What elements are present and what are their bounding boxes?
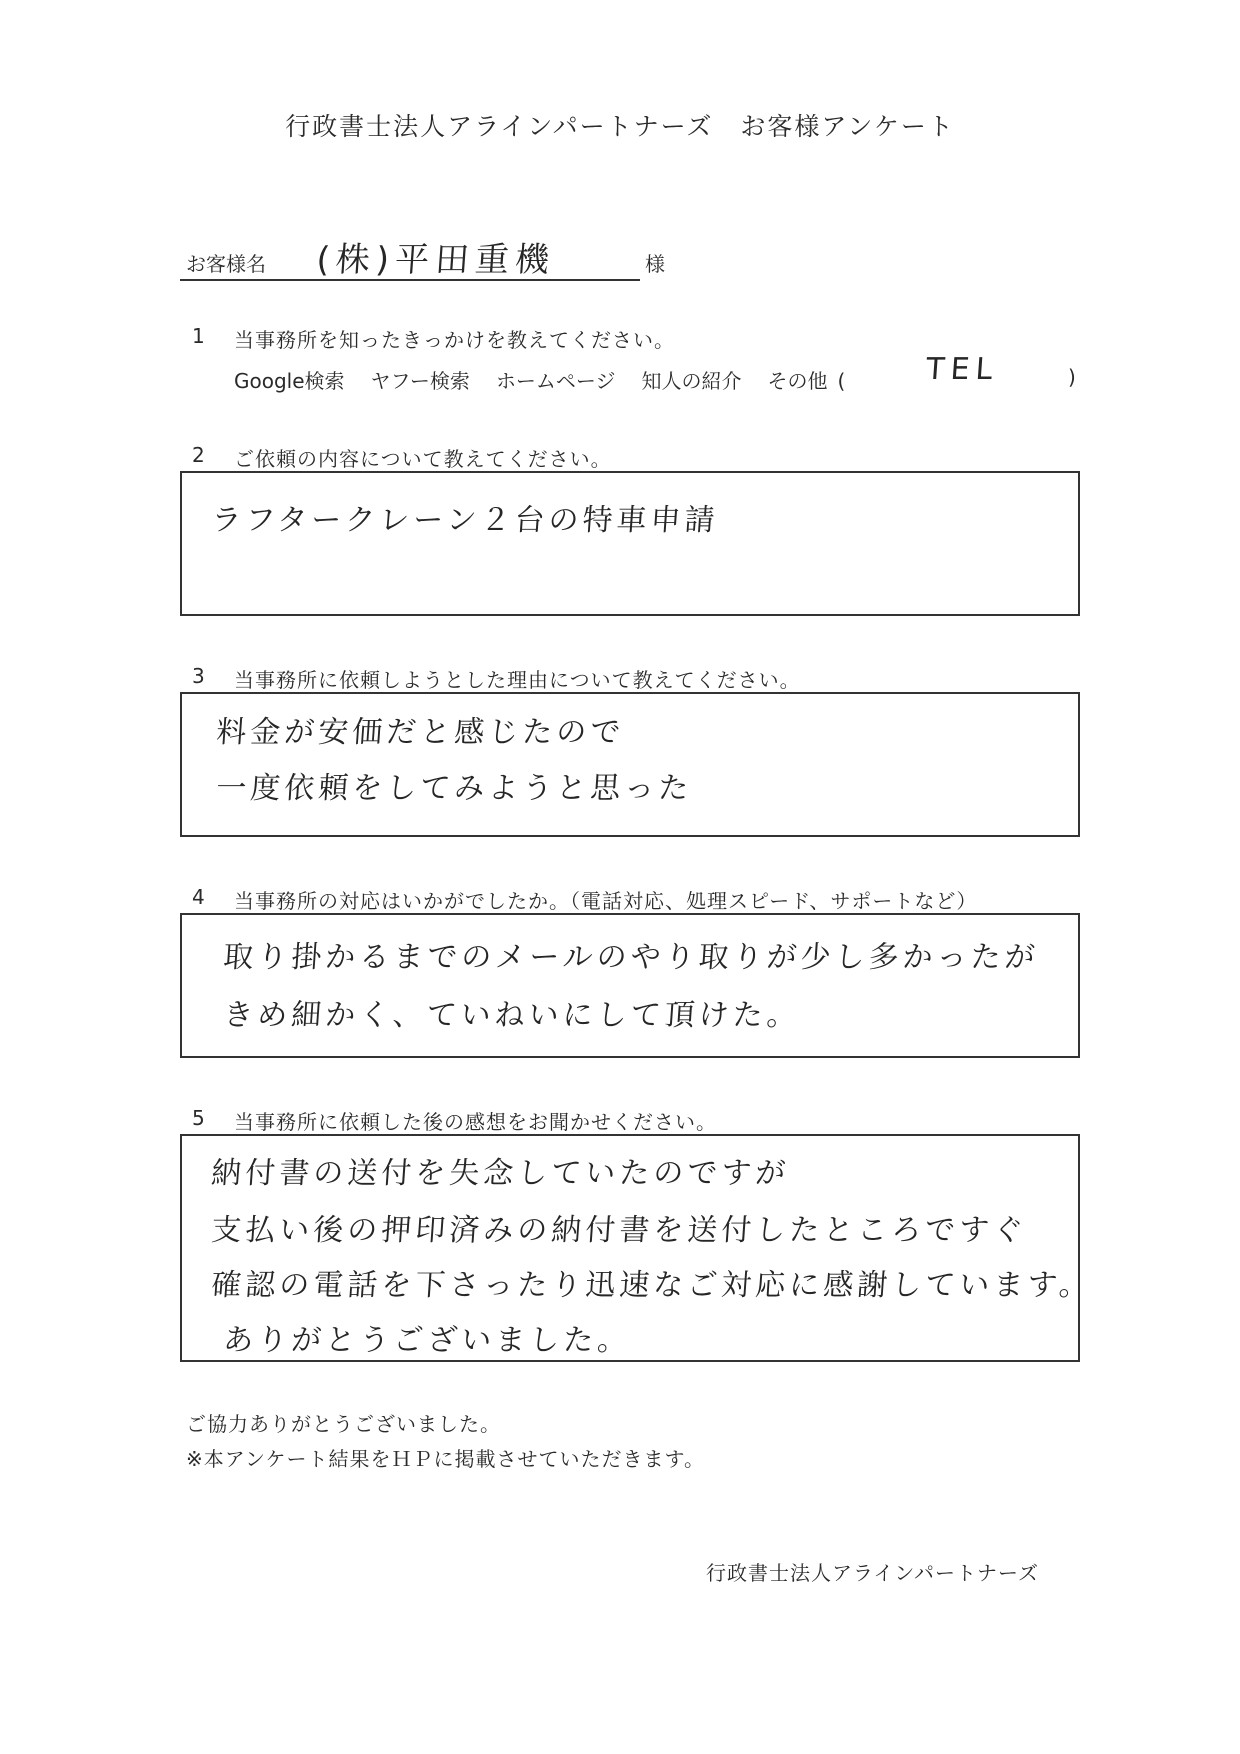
question-5-answer-line: 支払い後の押印済みの納付書を送付したところですぐ (210, 1213, 1029, 1248)
question-5-answer-line: 納付書の送付を失念していたのですが (210, 1156, 791, 1191)
question-5-number: 5 (192, 1106, 205, 1130)
question-4-answer-line: 取り掛かるまでのメールのやり取りが少し多かったが (222, 940, 1040, 975)
option-other-paren-open: ( (837, 369, 846, 393)
customer-name-handwritten: (株)平田重機 (315, 240, 557, 280)
question-1-options (234, 365, 871, 394)
option-referral: 知人の紹介 (641, 369, 742, 393)
option-yahoo-search: ヤフー検索 (370, 369, 470, 393)
question-2-answer-box (180, 471, 1080, 616)
question-3-text: 当事務所に依頼しようとした理由について教えてください。 (234, 668, 801, 692)
customer-name-suffix: 様 (645, 252, 665, 276)
question-1-text: 当事務所を知ったきっかけを教えてください。 (234, 328, 675, 352)
thanks-message: ご協力ありがとうございました。 (186, 1412, 501, 1436)
option-other: その他 (767, 369, 828, 393)
question-4-text: 当事務所の対応はいかがでしたか。（電話対応、処理スピード、サポートなど） (234, 889, 978, 913)
option-google-search: Google検索 (234, 369, 345, 393)
organization-name: 行政書士法人アラインパートナーズ (706, 1561, 1039, 1585)
question-2-answer-line: ラフタークレーン２台の特車申請 (210, 503, 720, 538)
question-5-answer-line: 確認の電話を下さったり迅速なご対応に感謝しています。 (210, 1268, 1095, 1303)
question-1-number: 1 (192, 324, 205, 348)
survey-title: 行政書士法人アラインパートナーズ お客様アンケート (285, 112, 955, 141)
customer-name-label: お客様名 (186, 252, 266, 276)
customer-name-underline (180, 279, 640, 281)
option-other-handwritten-value: TEL (925, 352, 1000, 387)
option-homepage: ホームページ (495, 369, 616, 393)
question-5-answer-line: ありがとうございました。 (222, 1323, 633, 1358)
question-3-number: 3 (192, 664, 205, 688)
question-5-text: 当事務所に依頼した後の感想をお聞かせください。 (234, 1110, 717, 1134)
option-other-paren-close: ) (1068, 365, 1076, 389)
question-4-number: 4 (192, 885, 205, 909)
question-3-answer-line: 料金が安価だと感じたので (215, 715, 626, 750)
question-2-text: ご依頼の内容について教えてください。 (234, 447, 612, 471)
question-3-answer-line: 一度依頼をしてみようと思った (215, 771, 694, 806)
question-4-answer-line: きめ細かく、ていねいにして頂けた。 (222, 998, 802, 1033)
question-2-number: 2 (192, 443, 205, 467)
publication-notice: ※本アンケート結果をＨＰに掲載させていただきます。 (186, 1447, 705, 1471)
